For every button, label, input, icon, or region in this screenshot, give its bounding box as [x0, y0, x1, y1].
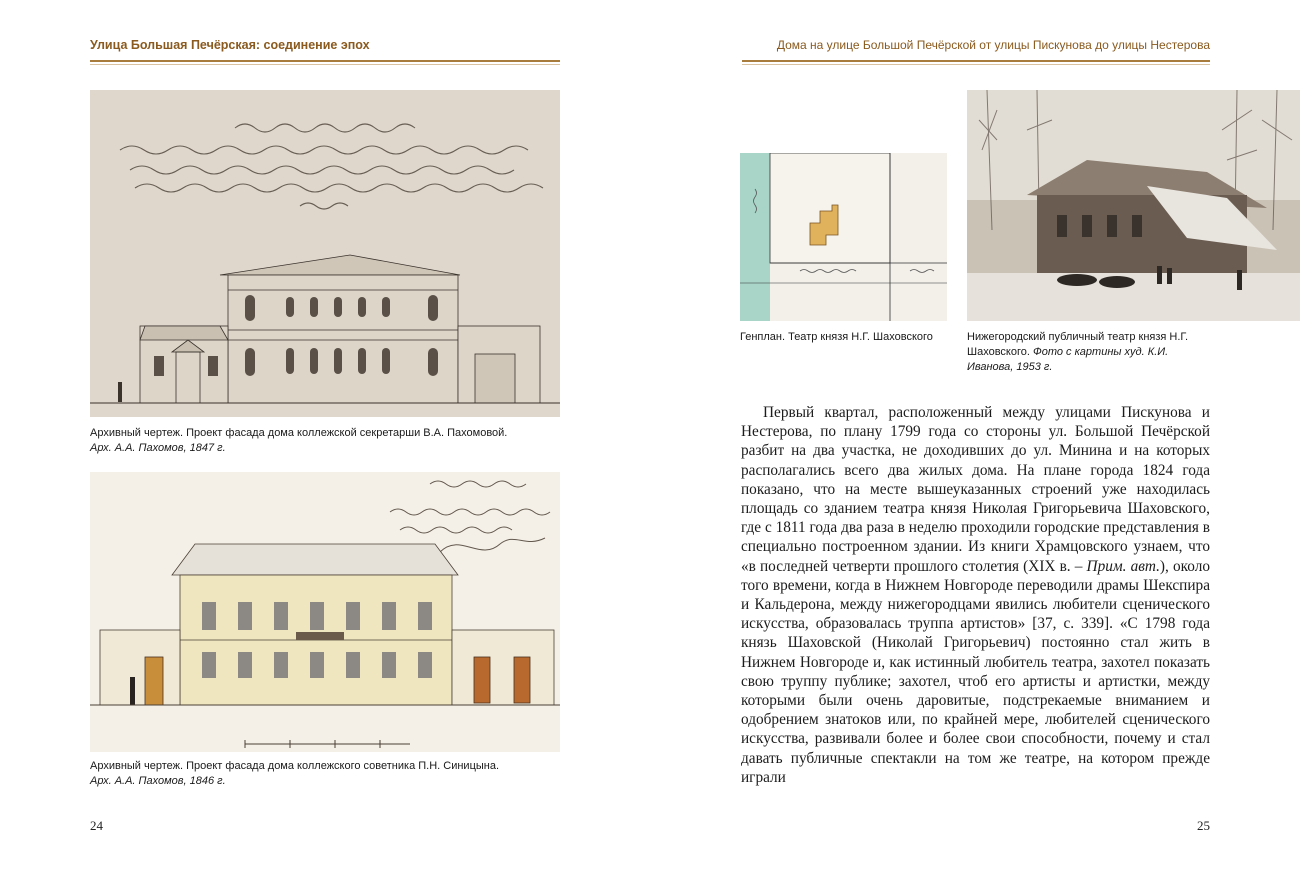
body-text-note: Прим. авт. — [1086, 557, 1160, 575]
caption-text: Архивный чертеж. Проект фасада дома коллежской секретарши В.А. Пахомовой. — [90, 427, 508, 439]
general-plan-map — [740, 153, 947, 321]
caption-text: Генплан. Театр князя Н.Г. Шаховского — [740, 331, 933, 343]
theatre-painting-photo — [967, 90, 1300, 321]
caption-credit: Арх. А.А. Пахомов, 1846 г. — [90, 775, 226, 787]
figure-caption-plan — [740, 330, 950, 345]
running-head-left: Улица Большая Печёрская: соединение эпох — [90, 38, 370, 52]
page-number-right: 25 — [1197, 818, 1210, 833]
body-text-part2: ), около того времени, когда в Нижнем Новгороде переводили драмы Шекспира и Кальдерона, между нижегородцами явились любители сценического искусства, образовалась труппа артистов» [37, с. 339]. «С 1798 года князь Шаховской (Николай Григорьевич) постоянно стал жить в Нижнем Новгороде и, как истинный любитель театра, захотел показать свою труппу публике; захотел, чтоб его артисты и артистки, между которыми были очень даровитые, подстрекаемые вниманием и одобрением знатоков или, по крайней мере, любителей сценического искусства, развивали более и более свои способности, почему и стал давать публичные спектакли на том же театре, на котором прежде играли — [741, 557, 1210, 786]
archive-drawing-sinitsyn — [90, 472, 560, 752]
header-rule-left — [90, 60, 560, 62]
body-paragraph — [741, 403, 1210, 787]
header-rule-right — [742, 60, 1210, 62]
page-number-left: 24 — [90, 818, 103, 833]
running-head-right: Дома на улице Большой Печёрской от улицы Пискунова до улицы Нестерова — [776, 38, 1210, 52]
figure-caption-theatre — [967, 330, 1212, 375]
caption-text: Архивный чертеж. Проект фасада дома коллежского советника П.Н. Синицына. — [90, 760, 500, 772]
caption-text: Нижегородский публичный театр князя Н.Г. Шаховского. — [967, 331, 1189, 358]
caption-credit: Фото с картины худ. К.И. Иванова, 1953 г. — [967, 346, 1169, 373]
caption-credit: Арх. А.А. Пахомов, 1847 г. — [90, 442, 226, 454]
right-page — [650, 0, 1300, 896]
body-text — [741, 403, 1210, 787]
figure-caption-1 — [90, 426, 570, 456]
archive-drawing-pakhomova — [90, 90, 560, 417]
figure-caption-2 — [90, 759, 570, 789]
body-text-part1: Первый квартал, расположенный между улицами Пискунова и Нестерова, по плану 1799 года со стороны ул. Большой Печёрской разбит на два участка, не доходивших до ул. Минина и на которых располагались всего два жилых дома. На плане города 1824 года показано, что на месте вышеуказанных строений уже находилась площадь со зданием театра князя Николая Григорьевича Шаховского, где с 1811 года два раза в неделю проходили городские представления в специально построенном здании. Из книги Храмцовского узнаем, что «в последней четверти прошлого столетия (XIX в. – — [741, 404, 1210, 575]
